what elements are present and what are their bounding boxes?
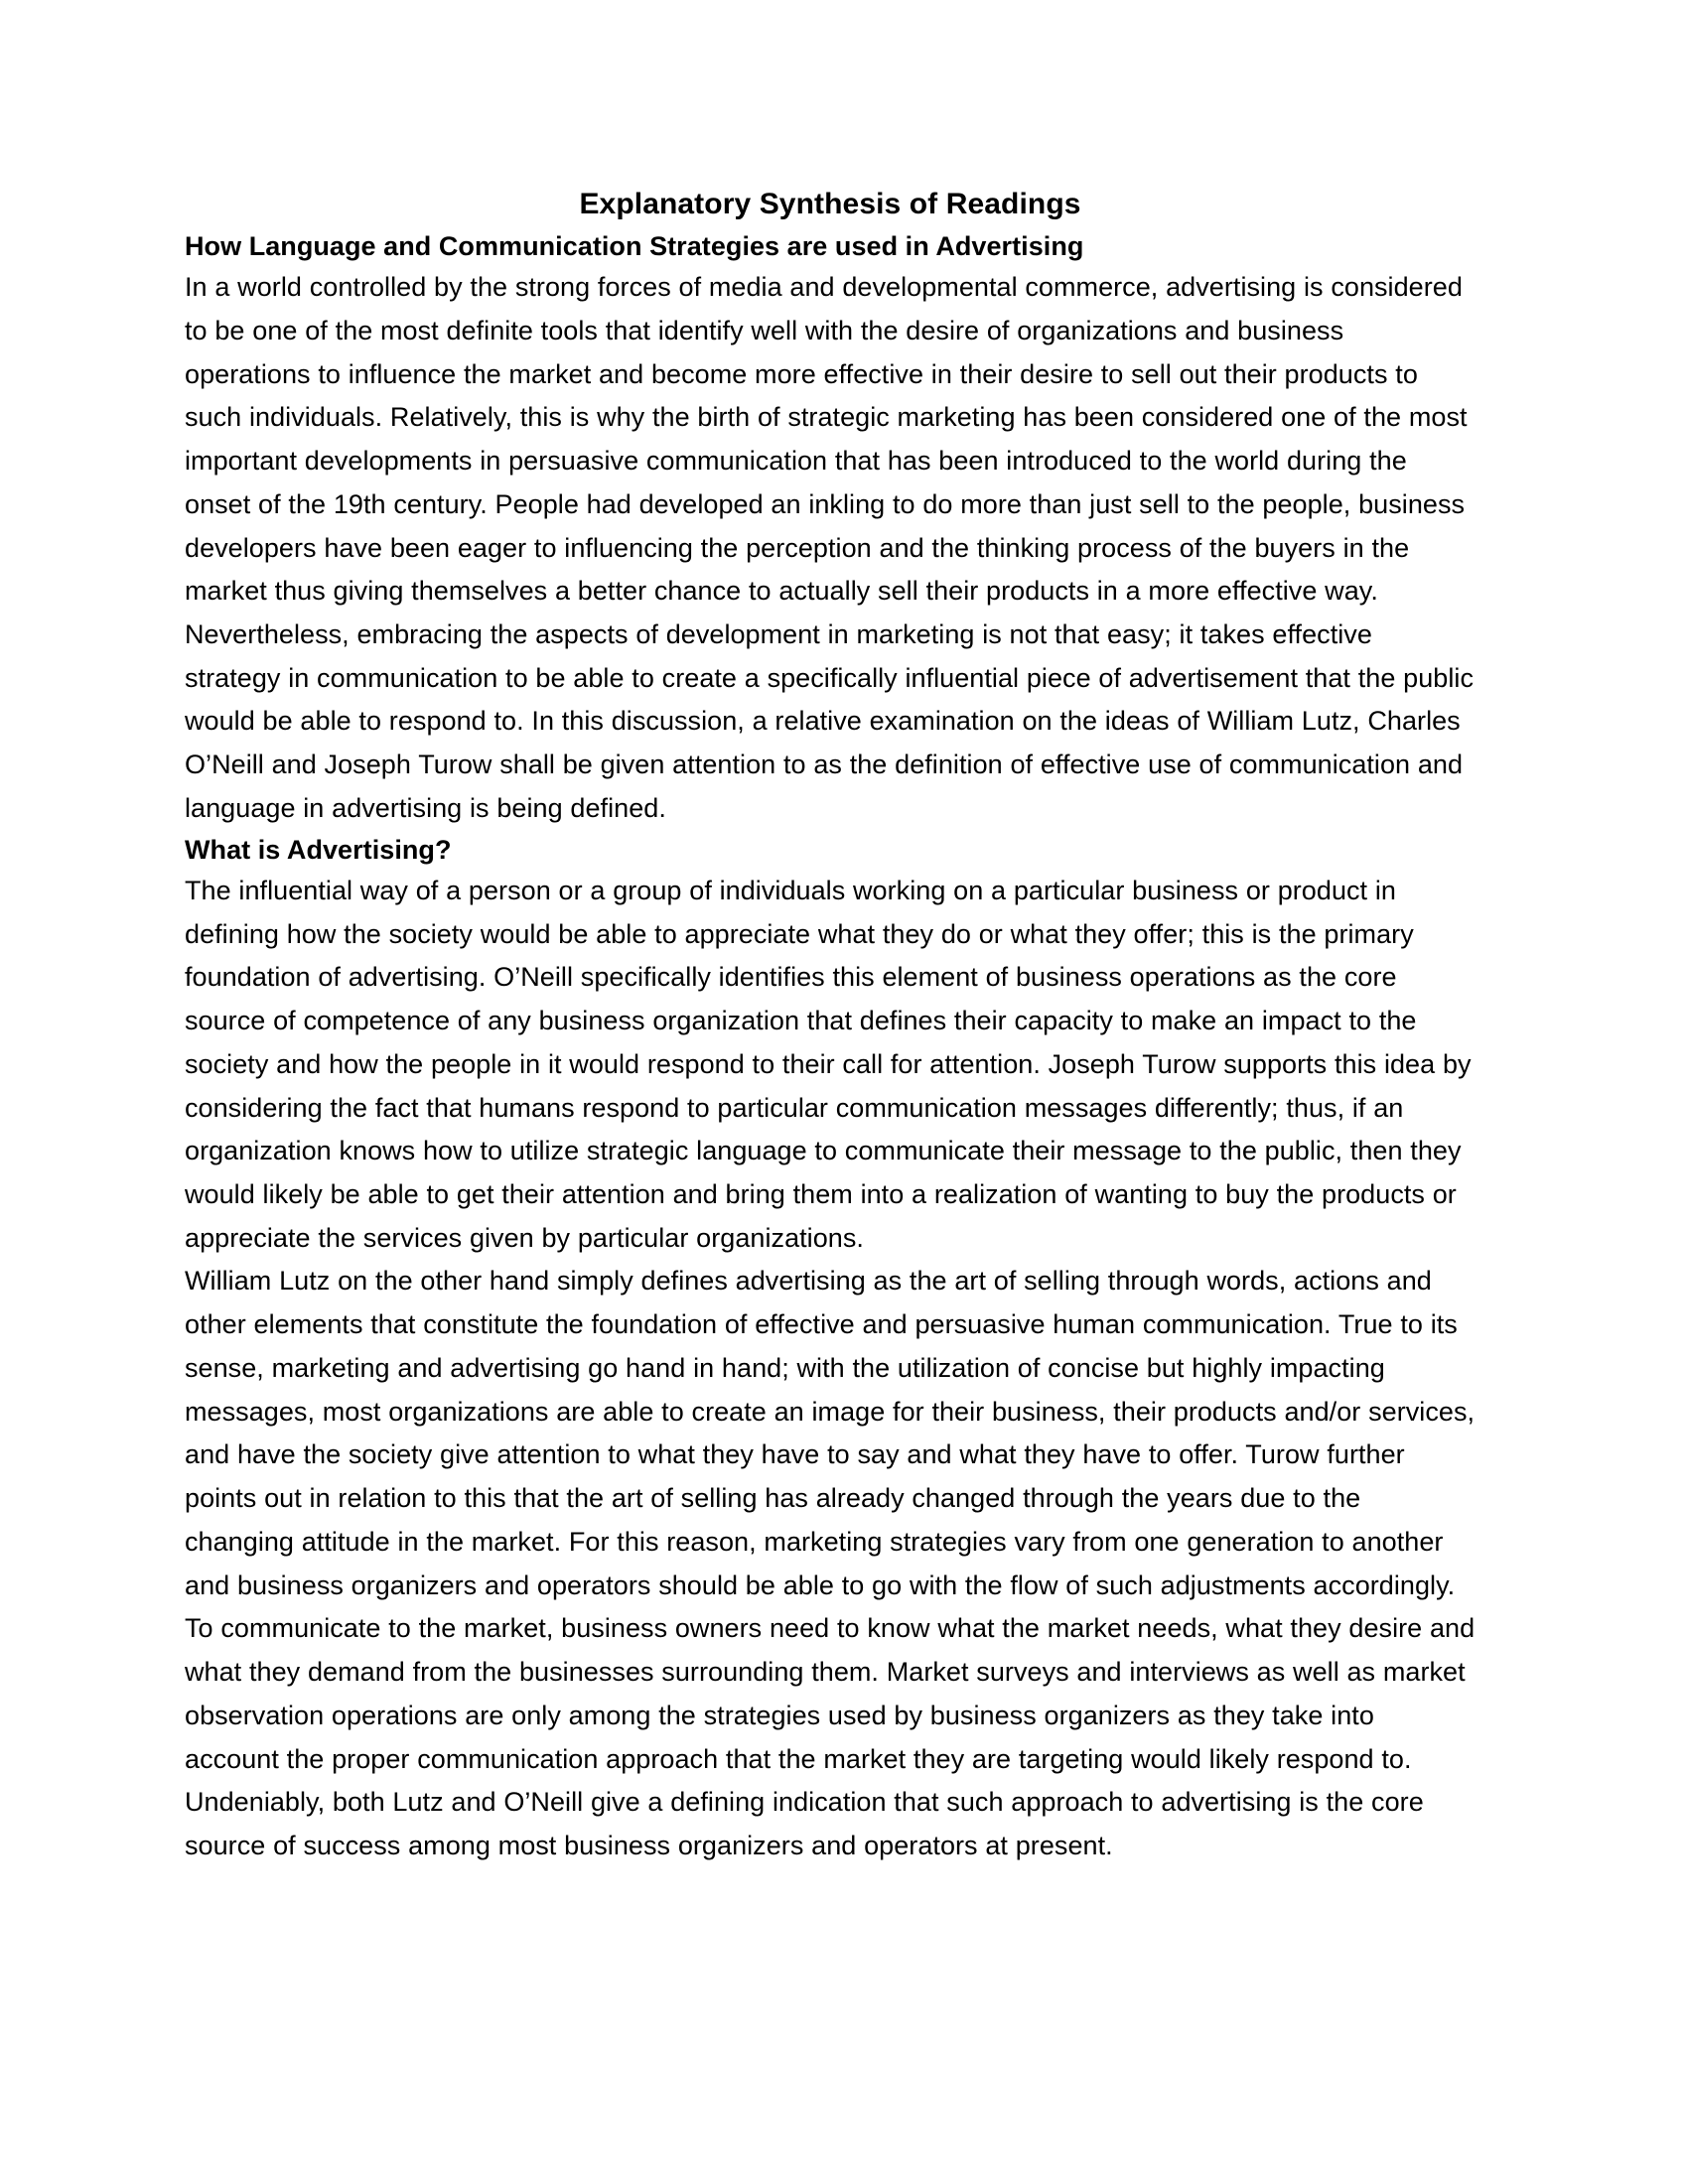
paragraph-market-communication: To communicate to the market, business owners need to know what the market needs, what they desire and what they demand from the businesses surrounding them. Market surveys and interviews as well as market observation operations are only among the strategies used by business organizers as they take into account the proper communication approach that the market they are targeting would likely respond to. Undeniably, both Lutz and O’Neill give a defining indication that such approach to advertising is the core source of success among most business organizers and operators at present. [185,1613,1476,1860]
document-body [185,185,1476,1868]
document-block-list [185,227,1476,1868]
page-title: Explanatory Synthesis of Readings [579,188,1081,220]
paragraph-lutz-definition: William Lutz on the other hand simply defines advertising as the art of selling through words, actions and other elements that constitute the foundation of effective and persuasive human communication. True to its sense, marketing and advertising go hand in hand; with the utilization of concise but highly impacting messages, most organizations are able to create an image for their business, their products and/or services, and have the society give attention to what they have to say and what they have to offer. Turow further points out in relation to this that the art of selling has already changed through the years due to the changing attitude in the market. For this reason, marketing strategies vary from one generation to another and business organizers and operators should be able to go with the flow of such adjustments accordingly. [185,1266,1476,1600]
paragraph-intro: In a world controlled by the strong forces of media and developmental commerce, advertising is considered to be one of the most definite tools that identify well with the desire of organizations and business operations to influence the market and become more effective in their desire to sell out their products to such individuals. Relatively, this is why the birth of strategic marketing has been considered one of the most important developments in persuasive communication that has been introduced to the world during the onset of the 19th century. People had developed an inkling to do more than just sell to the people, business developers have been eager to influencing the perception and the thinking process of the buyers in the market thus giving themselves a better chance to actually sell their products in a more effective way. Nevertheless, embracing the aspects of development in marketing is not that easy; it takes effective strategy in communication to be able to create a specifically influential piece of advertisement that the public would be able to respond to. In this discussion, a relative examination on the ideas of William Lutz, Charles O’Neill and Joseph Turow shall be given attention to as the definition of effective use of communication and language in advertising is being defined. [185,272,1475,823]
section-heading-advertising-language: How Language and Communication Strategies are used in Advertising [185,231,1084,261]
paragraph-definition-oneill-turow: The influential way of a person or a group of individuals working on a particular business or product in defining how the society would be able to appreciate what they do or what they offer; this is the primary foundation of advertising. O’Neill specifically identifies this element of business operations as the core source of competence of any business organization that defines their capacity to make an impact to the society and how the people in it would respond to their call for attention. Joseph Turow supports this idea by considering the fact that humans respond to particular communication messages differently; thus, if an organization knows how to utilize strategic language to communicate their message to the public, then they would likely be able to get their attention and bring them into a realization of wanting to buy the products or appreciate the services given by particular organizations. [185,875,1472,1253]
section-heading-what-is-advertising: What is Advertising? [185,834,452,865]
